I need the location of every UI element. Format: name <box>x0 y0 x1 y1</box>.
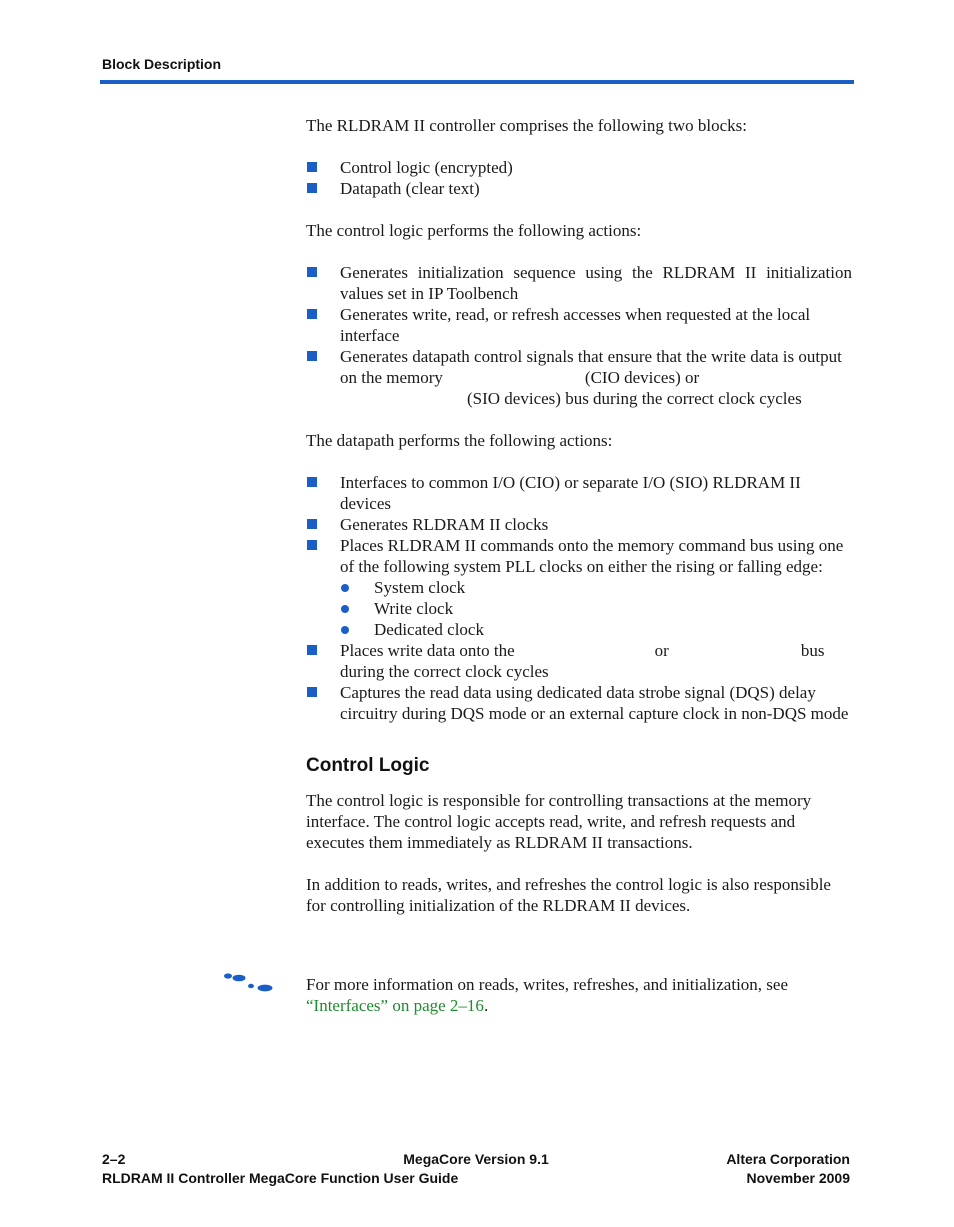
square-bullet-icon <box>307 540 317 550</box>
list-item: Write clock <box>340 598 852 619</box>
control-actions-list <box>306 262 852 409</box>
square-bullet-icon <box>307 351 317 361</box>
list-item: Generates RLDRAM II clocks <box>306 514 852 535</box>
square-bullet-icon <box>307 519 317 529</box>
running-header: Block Description <box>102 56 222 72</box>
page-link[interactable]: “Interfaces” on page 2–16 <box>306 996 484 1015</box>
note-text: For more information on reads, writes, refreshes, and initialization, see “Interfaces” on page 2–16. <box>306 975 788 1015</box>
circle-bullet-icon <box>341 605 349 613</box>
intro-paragraph: The RLDRAM II controller comprises the following two blocks: <box>306 116 747 135</box>
list-item: Generates write, read, or refresh accesses when requested at the local interface <box>306 304 852 346</box>
clock-list <box>340 577 852 640</box>
control-actions-intro: The control logic performs the following actions: <box>306 221 642 240</box>
square-bullet-icon <box>307 687 317 697</box>
header-rule <box>100 80 854 84</box>
square-bullet-icon <box>307 645 317 655</box>
publish-date: November 2009 <box>746 1170 850 1186</box>
list-item: Generates datapath control signals that ensure that the write data is output on the memory (CIO devices) or (SIO devices) bus during the correct clock cycles <box>306 346 852 409</box>
list-item: Control logic (encrypted) <box>306 157 852 178</box>
version-label: MegaCore Version 9.1 <box>403 1151 549 1167</box>
list-item: Interfaces to common I/O (CIO) or separate I/O (SIO) RLDRAM II devices <box>306 472 852 514</box>
main-content <box>306 115 852 937</box>
circle-bullet-icon <box>341 626 349 634</box>
square-bullet-icon <box>307 309 317 319</box>
list-item: Dedicated clock <box>340 619 852 640</box>
footprints-icon <box>222 972 276 994</box>
square-bullet-icon <box>307 162 317 172</box>
page-number: 2–2 <box>102 1151 126 1167</box>
guide-title: RLDRAM II Controller MegaCore Function User Guide <box>102 1170 459 1186</box>
company-name: Altera Corporation <box>726 1151 850 1167</box>
square-bullet-icon <box>307 477 317 487</box>
square-bullet-icon <box>307 267 317 277</box>
list-item: Generates initialization sequence using the RLDRAM II initialization values set in IP Toolbench <box>306 262 852 304</box>
control-logic-paragraph: In addition to reads, writes, and refreshes the control logic is also responsible for controlling initialization of the RLDRAM II devices. <box>306 875 831 915</box>
circle-bullet-icon <box>341 584 349 592</box>
blocks-list <box>306 157 852 199</box>
list-item: Places write data onto the or bus during the correct clock cycles <box>306 640 852 682</box>
datapath-actions-intro: The datapath performs the following actions: <box>306 431 613 450</box>
list-item: System clock <box>340 577 852 598</box>
square-bullet-icon <box>307 183 317 193</box>
datapath-actions-list <box>306 472 852 724</box>
section-heading: Control Logic <box>306 755 430 776</box>
list-item: Captures the read data using dedicated data strobe signal (DQS) delay circuitry during DQS mode or an external capture clock in non-DQS mode <box>306 682 852 724</box>
footer <box>102 1151 850 1189</box>
control-logic-paragraph: The control logic is responsible for controlling transactions at the memory interface. The control logic accepts read, write, and refresh requests and executes them immediately as RLDRAM II transactions. <box>306 791 812 852</box>
list-item: Datapath (clear text) <box>306 178 852 199</box>
list-item: Places RLDRAM II commands onto the memory command bus using one of the following system PLL clocks on either the rising or falling edge: System clock Write clock Dedicated clock <box>306 535 852 640</box>
